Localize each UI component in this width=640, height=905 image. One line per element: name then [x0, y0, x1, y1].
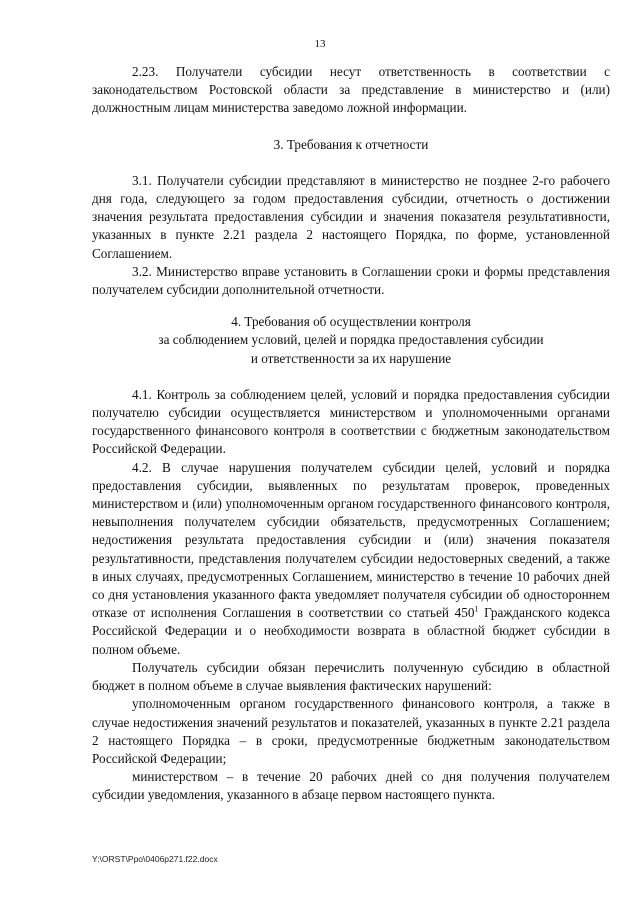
- paragraph-4-2: [92, 459, 610, 659]
- paragraph-authority: уполномоченным органом государственного финансового контроля, а также в случае недостижения значений результатов и показателей, указанных в пункте 2.21 раздела 2 настоящего Порядка – в сроки, предусмотренные бюджетным законодательством Российской Федерации;: [92, 696, 610, 766]
- section-4-title-line-2: за соблюдением условий, целей и порядка предоставления субсидии: [158, 332, 544, 348]
- paragraph-obligation: Получатель субсидии обязан перечислить полученную субсидию в областной бюджет в полном объеме в случае выявления фактических нарушений:: [92, 659, 610, 694]
- page-number: 13: [314, 38, 326, 50]
- article-superscript: 1: [474, 604, 479, 614]
- paragraph-4-1: 4.1. Контроль за соблюдением целей, условий и порядка предоставления субсидии получателю субсидии осуществляется министерством и уполномоченными органами государственного финансового контроля в соответствии с бюджетным законодательством Российской Федерации.: [92, 386, 610, 457]
- section-4-title-line-3: и ответственности за их нарушение: [250, 350, 452, 366]
- document-body: [92, 63, 610, 805]
- paragraph-4-2-text-b: Гражданского кодекса Российской Федерации и о необходимости возврата в областной бюджет субсидии в полном объеме.: [92, 605, 611, 657]
- paragraph-2-23: 2.23. Получатели субсидии несут ответственность в соответствии с законодательством Ростовской области за представление в министерство и (или) должностным лицам министерства заведомо ложной информации.: [92, 64, 610, 116]
- paragraph-ministry: министерством – в течение 20 рабочих дней со дня получения получателем субсидии уведомления, указанного в абзаце первом настоящего пункта.: [92, 769, 610, 803]
- paragraph-3-1: 3.1. Получатели субсидии представляют в министерство не позднее 2-го рабочего дня года, следующего за годом предоставления субсидии, отчетность о достижении значения результата предоставления субсидии и значения показателя результативности, указанных в пункте 2.21 раздела 2 настоящего Порядка, по форме, установленной Соглашением.: [92, 172, 610, 261]
- section-3-title: 3. Требования к отчетности: [273, 136, 429, 152]
- paragraph-4-2-text-a: 4.2. В случае нарушения получателем субсидии целей, условий и порядка предоставления субсидии, выявленных по результатам проверок, проведенных министерством и (или) уполномоченным органом государственного финансового контроля, невыполнения получателем субсидии обязательств, предусмотренных Соглашением; недостижения результата предоставления субсидии и (или) значения показателя результативности, представления получателем субсидии недостоверных сведений, а также в иных случаях, предусмотренных Соглашением, министерство в течение 10 рабочих дней со дня установления указанного факта уведомляет получателя субсидии об одностороннем отказе от исполнения Соглашения в соответствии со статьей 450: [92, 459, 610, 621]
- footer-file-path: Y:\ORST\Ppo\0406p271.f22.docx: [92, 854, 218, 864]
- paragraph-3-2: 3.2. Министерство вправе установить в Соглашении сроки и формы представления получателем субсидии дополнительной отчетности.: [92, 263, 610, 298]
- section-4-title-line-1: 4. Требования об осуществлении контроля: [231, 314, 471, 330]
